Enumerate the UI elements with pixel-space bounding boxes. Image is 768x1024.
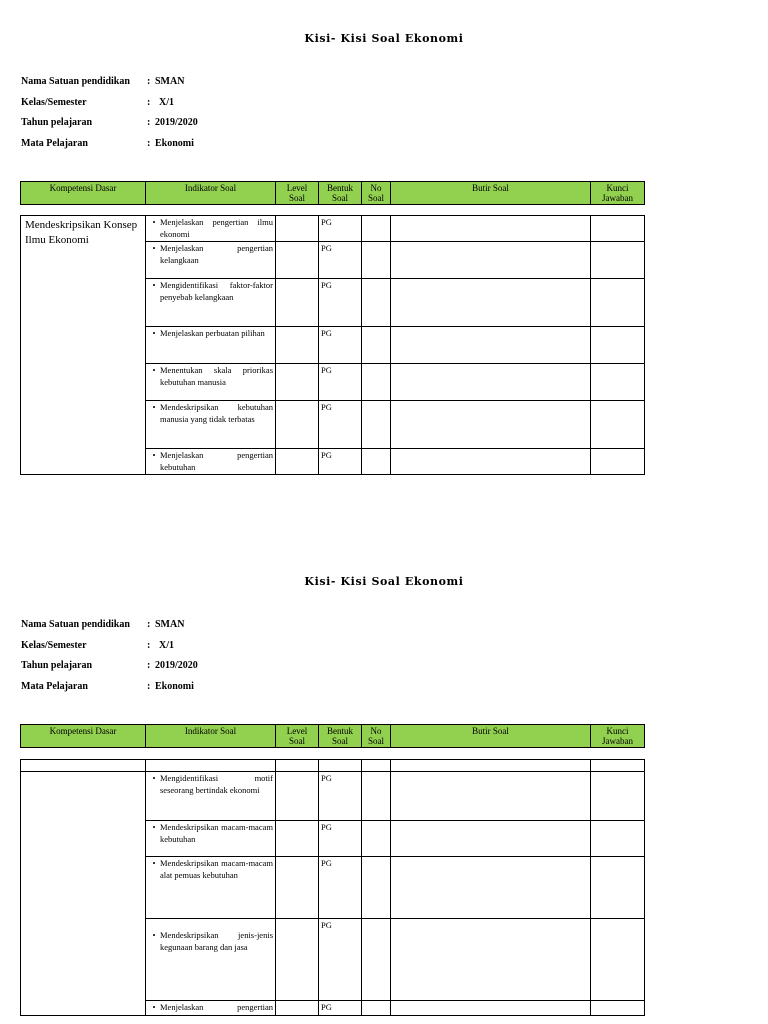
kompetensi-cell bbox=[21, 216, 146, 475]
info-row-class: Kelas/Semester : X/1 bbox=[21, 93, 198, 114]
indikator-text: Menjelaskan pengertian kebutuhan bbox=[160, 450, 273, 472]
info-label: Mata Pelajaran bbox=[21, 681, 88, 693]
info-row-year: Tahun pelajaran : 2019/2020 bbox=[21, 656, 198, 677]
indikator-cell: • Mendeskripsikan jenis-jenis kegunaan barang dan jasa bbox=[146, 919, 276, 1001]
header-table bbox=[20, 181, 645, 205]
info-row-class: Kelas/Semester : X/1 bbox=[21, 636, 198, 657]
bentuk-cell: PG bbox=[319, 1001, 362, 1016]
col-bentuk-soal: Bentuk Soal bbox=[319, 182, 362, 205]
col-no-soal: No Soal bbox=[362, 182, 391, 205]
col-no-soal: No Soal bbox=[362, 725, 391, 748]
bentuk-cell: PG bbox=[319, 279, 362, 327]
document-info bbox=[21, 72, 198, 155]
info-label: Kelas/Semester bbox=[21, 639, 87, 651]
indikator-text: Mendeskripsikan kebutuhan manusia yang tidak terbatas bbox=[160, 402, 273, 424]
kompetensi-text: Mendeskripsikan Konsep Ilmu Ekonomi bbox=[25, 219, 138, 246]
indikator-cell: • Menjelaskan pengertian kelangkaan bbox=[146, 242, 276, 279]
indikator-text: Menjelaskan pengertian ilmu ekonomi bbox=[160, 217, 273, 239]
table-row bbox=[21, 216, 645, 242]
info-value: Ekonomi bbox=[155, 681, 194, 693]
indikator-text: Menjelaskan pengertian bbox=[160, 1002, 273, 1012]
bentuk-cell: PG bbox=[319, 821, 362, 857]
info-label: Nama Satuan pendidikan bbox=[21, 619, 130, 630]
indikator-text: Mengidentifikasi motif seseorang bertindak ekonomi bbox=[160, 773, 273, 795]
col-bentuk-soal: Bentuk Soal bbox=[319, 725, 362, 748]
indikator-text: Menentukan skala priorikas kebutuhan manusia bbox=[160, 365, 273, 387]
header-table bbox=[20, 724, 645, 748]
indikator-cell: • Menentukan skala priorikas kebutuhan manusia bbox=[146, 364, 276, 401]
bentuk-cell: PG bbox=[319, 216, 362, 242]
indikator-cell: • Mendeskripsikan macam-macam alat pemuas kebutuhan bbox=[146, 857, 276, 919]
col-kompetensi-dasar: Kompetensi Dasar bbox=[21, 182, 146, 205]
info-label: Tahun pelajaran bbox=[21, 660, 93, 672]
col-indikator-soal: Indikator Soal bbox=[146, 725, 276, 748]
indikator-cell: • Menjelaskan pengertian bbox=[146, 1001, 276, 1016]
indikator-text: Mengidentifikasi faktor-faktor penyebab kelangkaan bbox=[160, 280, 273, 302]
col-level-soal: Level Soal bbox=[276, 182, 319, 205]
indikator-cell: • Menjelaskan pengertian kebutuhan bbox=[146, 449, 276, 475]
indikator-cell: • Menjelaskan pengertian ilmu ekonomi bbox=[146, 216, 276, 242]
indikator-text: Mendeskripsikan jenis-jenis kegunaan barang dan jasa bbox=[160, 930, 273, 952]
kompetensi-cell bbox=[21, 772, 146, 1016]
indikator-text: Mendeskripsikan macam-macam alat pemuas kebutuhan bbox=[160, 858, 273, 880]
info-label: Kelas/Semester bbox=[21, 96, 87, 108]
col-indikator-soal: Indikator Soal bbox=[146, 182, 276, 205]
bentuk-cell: PG bbox=[319, 401, 362, 449]
info-row-subject: Mata Pelajaran : Ekonomi bbox=[21, 134, 198, 155]
info-row-year: Tahun pelajaran : 2019/2020 bbox=[21, 113, 198, 134]
info-value: Ekonomi bbox=[155, 138, 194, 150]
indikator-text: Menjelaskan perbuatan pilihan bbox=[160, 328, 265, 338]
document-info bbox=[21, 615, 198, 698]
info-value: X/1 bbox=[159, 639, 174, 651]
bentuk-cell: PG bbox=[319, 449, 362, 475]
info-row-subject: Mata Pelajaran : Ekonomi bbox=[21, 677, 198, 698]
bentuk-cell: PG bbox=[319, 919, 362, 1001]
info-value: SMAN bbox=[155, 76, 185, 87]
info-value: SMAN bbox=[155, 619, 185, 630]
info-row-school: Nama Satuan pendidikan : SMAN bbox=[21, 615, 198, 636]
bentuk-cell: PG bbox=[319, 772, 362, 821]
bentuk-cell: PG bbox=[319, 857, 362, 919]
table-row bbox=[21, 760, 645, 772]
col-kunci-jawaban: Kunci Jawaban bbox=[591, 725, 645, 748]
info-label: Tahun pelajaran bbox=[21, 117, 93, 129]
table-row bbox=[21, 772, 645, 821]
info-value: 2019/2020 bbox=[155, 117, 198, 129]
info-label: Nama Satuan pendidikan bbox=[21, 76, 130, 87]
info-value: X/1 bbox=[159, 96, 174, 108]
document-title: Kisi- Kisi Soal Ekonomi bbox=[304, 32, 464, 45]
indikator-cell: • Mengidentifikasi motif seseorang bertindak ekonomi bbox=[146, 772, 276, 821]
bentuk-cell: PG bbox=[319, 327, 362, 364]
indikator-text: Menjelaskan pengertian kelangkaan bbox=[160, 243, 273, 265]
document-title: Kisi- Kisi Soal Ekonomi bbox=[304, 575, 464, 588]
indikator-cell: • Menjelaskan perbuatan pilihan bbox=[146, 327, 276, 364]
col-butir-soal: Butir Soal bbox=[391, 725, 591, 748]
indikator-cell: • Mendeskripsikan kebutuhan manusia yang tidak terbatas bbox=[146, 401, 276, 449]
indikator-cell: • Mengidentifikasi faktor-faktor penyebab kelangkaan bbox=[146, 279, 276, 327]
col-kompetensi-dasar: Kompetensi Dasar bbox=[21, 725, 146, 748]
info-row-school: Nama Satuan pendidikan : SMAN bbox=[21, 72, 198, 93]
bentuk-cell: PG bbox=[319, 242, 362, 279]
info-label: Mata Pelajaran bbox=[21, 138, 88, 150]
content-table bbox=[20, 215, 645, 475]
info-value: 2019/2020 bbox=[155, 660, 198, 672]
col-butir-soal: Butir Soal bbox=[391, 182, 591, 205]
content-table bbox=[20, 759, 645, 1016]
indikator-cell: • Mendeskripsikan macam-macam kebutuhan bbox=[146, 821, 276, 857]
indikator-text: Mendeskripsikan macam-macam kebutuhan bbox=[160, 822, 273, 844]
col-level-soal: Level Soal bbox=[276, 725, 319, 748]
col-kunci-jawaban: Kunci Jawaban bbox=[591, 182, 645, 205]
bentuk-cell: PG bbox=[319, 364, 362, 401]
